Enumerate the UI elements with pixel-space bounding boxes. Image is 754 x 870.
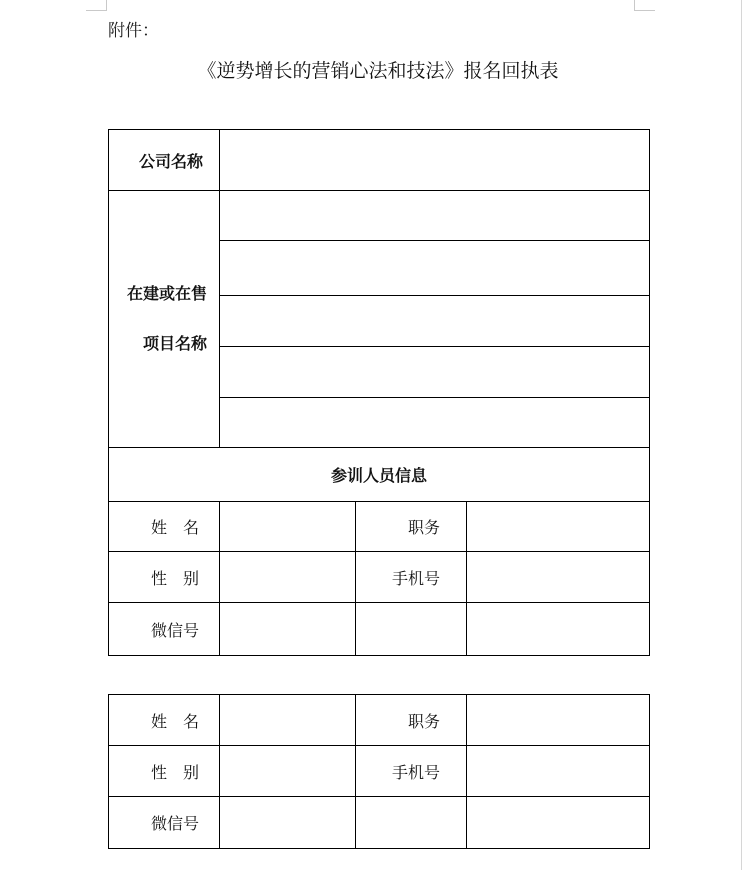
participant2-row-name (109, 695, 650, 746)
participants-header-row (109, 448, 650, 502)
position-label: 职务 (356, 502, 467, 552)
company-name-label: 公司名称 (109, 130, 220, 191)
project-label-line1: 在建或在售 (126, 284, 207, 303)
participant-row-gender (109, 552, 650, 603)
mobile-label: 手机号 (356, 746, 467, 797)
page-corner-mark-right (634, 0, 655, 11)
name-label: 姓 名 (109, 695, 220, 746)
gender-field[interactable] (220, 552, 356, 603)
gender-label: 性 别 (109, 552, 220, 603)
mobile-field[interactable] (467, 552, 650, 603)
participant-table-2 (108, 694, 650, 849)
participant-row-wechat (109, 603, 650, 656)
attachment-label: 附件： (108, 21, 159, 41)
name-field[interactable] (220, 502, 356, 552)
extra-field-1[interactable] (356, 797, 467, 849)
position-field[interactable] (467, 502, 650, 552)
gender-label: 性 别 (109, 746, 220, 797)
position-label: 职务 (356, 695, 467, 746)
page-edge (741, 0, 742, 870)
participant2-row-gender (109, 746, 650, 797)
extra-field-2[interactable] (467, 603, 650, 656)
project-row-1 (109, 191, 650, 241)
mobile-field[interactable] (467, 746, 650, 797)
participant-row-name (109, 502, 650, 552)
project-label-line2: 项目名称 (142, 334, 207, 353)
wechat-label: 微信号 (109, 603, 220, 656)
extra-field-2[interactable] (467, 797, 650, 849)
project-field-3[interactable] (220, 296, 650, 347)
position-field[interactable] (467, 695, 650, 746)
project-field-1[interactable] (220, 191, 650, 241)
wechat-field[interactable] (220, 797, 356, 849)
registration-table (108, 129, 650, 656)
extra-field-1[interactable] (356, 603, 467, 656)
name-field[interactable] (220, 695, 356, 746)
mobile-label: 手机号 (356, 552, 467, 603)
project-field-5[interactable] (220, 398, 650, 448)
company-name-field[interactable] (220, 130, 650, 191)
wechat-label: 微信号 (109, 797, 220, 849)
participants-header: 参训人员信息 (109, 448, 650, 502)
project-label-cell (109, 191, 220, 448)
page-corner-mark-left (86, 0, 107, 11)
participant2-row-wechat (109, 797, 650, 849)
company-row (109, 130, 650, 191)
name-label: 姓 名 (109, 502, 220, 552)
wechat-field[interactable] (220, 603, 356, 656)
project-field-2[interactable] (220, 241, 650, 296)
document-title: 《逆势增长的营销心法和技法》报名回执表 (197, 60, 559, 82)
gender-field[interactable] (220, 746, 356, 797)
project-field-4[interactable] (220, 347, 650, 398)
